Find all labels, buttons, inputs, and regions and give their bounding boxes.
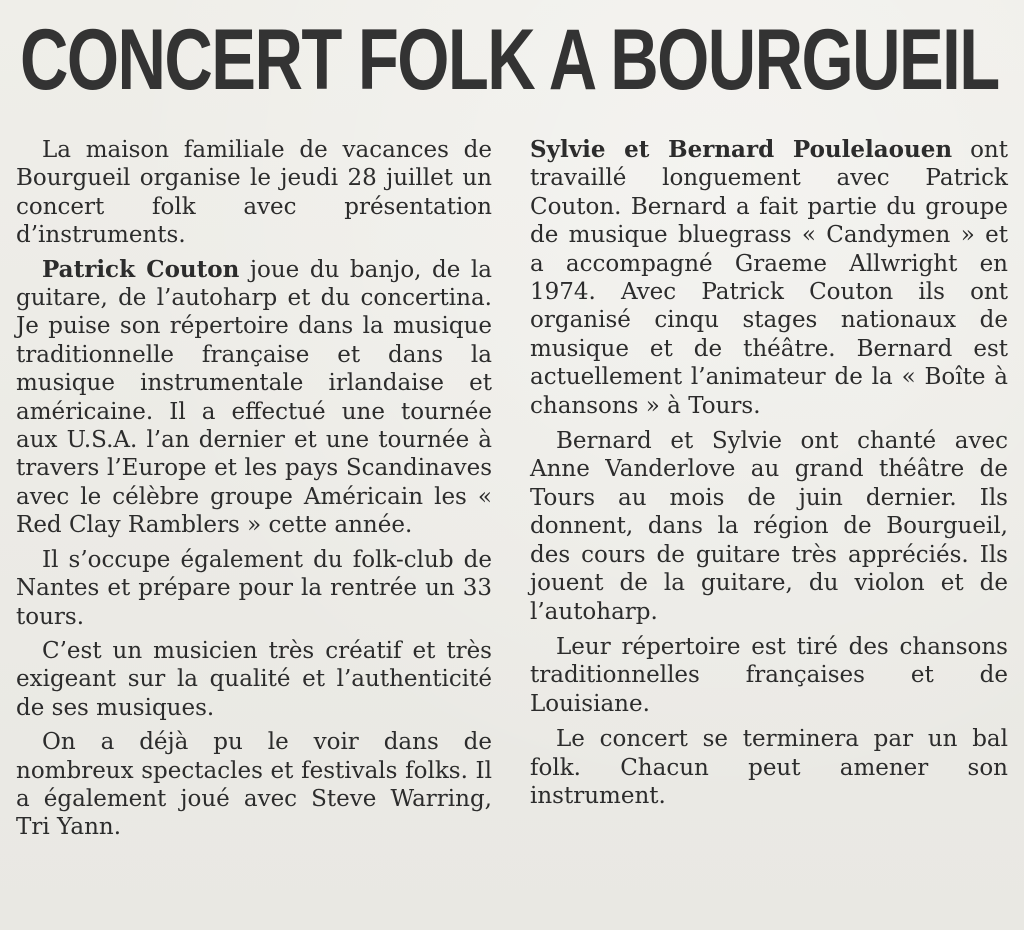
paragraph-patrick-couton-text: joue du banjo, de la guitare, de l’autoharp et du concertina. Je puise son répertoire dans la musique traditionnelle française et dans la musique instrumentale irlandaise et américaine. Il a effectué une tournée aux U.S.A. l’an dernier et une tournée à travers l’Europe et les pays Scandinaves avec le célèbre groupe Américain les « Red Clay Ramblers » cette année. [16, 256, 492, 539]
paragraph-folk-club: Il s’occupe également du folk-club de Nantes et prépare pour la rentrée un 33 tours. [16, 546, 492, 630]
paragraph-festivals: On a déjà pu le voir dans de nombreux spectacles et festivals folks. Il a également joué avec Steve Warring, Tri Yann. [16, 729, 492, 841]
paragraph-sylvie-bernard [530, 136, 1008, 420]
paragraph-repertoire: Leur répertoire est tiré des chansons traditionnelles françaises et de Louisiane. [530, 633, 1008, 717]
paragraph-bal-folk: Le concert se terminera par un bal folk. Chacun peut amener son instrument. [530, 726, 1008, 809]
paragraph-musician-creative: C’est un musicien très créatif et très exigeant sur la qualité et l’authenticité de ses musiques. [16, 637, 492, 721]
headline: CONCERT FOLK A BOURGUEIL [20, 12, 999, 108]
paragraph-anne-vanderlove: Bernard et Sylvie ont chanté avec Anne Vanderlove au grand théâtre de Tours au mois de juin dernier. Ils donnent, dans la région de Bourgueil, des cours de guitare très appréciés. Ils jouent de la guitare, du violon et de l’autoharp. [530, 428, 1008, 625]
paragraph-intro: La maison familiale de vacances de Bourgueil organise le jeudi 28 juillet un concert folk avec présentation d’instruments. [16, 137, 492, 249]
performer-name-sylvie-bernard: Sylvie et Bernard Poulelaouen [530, 136, 953, 163]
paragraph-sylvie-bernard-text: ont travaillé longuement avec Patrick Couton. Bernard a fait partie du groupe de musique bluegrass « Candymen » et a accompagné Graeme Allwright en 1974. Avec Patrick Couton ils ont organisé cinqu stages nationaux de musique et de théâtre. Bernard est actuellement l’animateur de la « Boîte à chansons » à Tours. [530, 137, 1008, 419]
performer-name-patrick-couton: Patrick Couton [42, 255, 240, 283]
right-column [530, 136, 1008, 817]
paragraph-patrick-couton [16, 256, 492, 540]
left-column [16, 136, 492, 848]
